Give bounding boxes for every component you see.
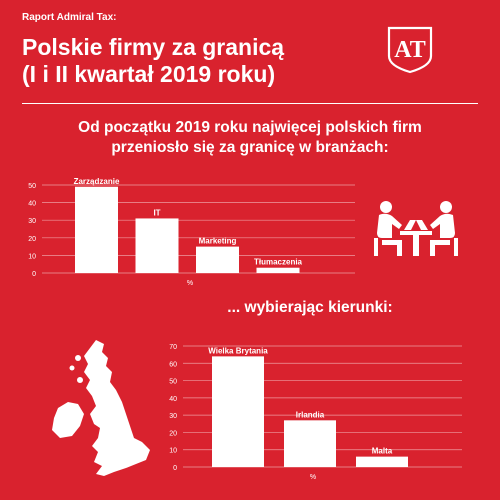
y-tick-label: 30 (169, 413, 177, 421)
bar-category-label: Malta (371, 446, 393, 456)
x-axis-label: % (309, 474, 317, 481)
bar (212, 356, 264, 467)
y-tick-label: 50 (28, 183, 36, 190)
y-tick-label: 30 (28, 218, 36, 226)
bar-category-label: Tłumaczenia (253, 257, 303, 267)
x-axis-label: % (186, 280, 194, 287)
y-tick-label: 20 (28, 235, 36, 243)
bar (356, 457, 408, 467)
y-tick-label: 0 (173, 465, 177, 472)
title-line-1: Polskie firmy za granicą (22, 34, 285, 60)
bar (284, 420, 336, 467)
y-tick-label: 0 (32, 271, 36, 278)
y-tick-label: 50 (169, 378, 177, 386)
y-tick-label: 20 (169, 430, 177, 438)
bar-category-label: IT (153, 208, 161, 218)
bar-category-label: Irlandia (295, 410, 325, 420)
logo-text: AT (394, 37, 426, 63)
y-tick-label: 70 (169, 344, 177, 351)
y-tick-label: 60 (169, 361, 177, 369)
industries-heading-line-2: przeniosło się za granicę w branżach: (111, 139, 389, 156)
bar-category-label: Wielka Brytania (208, 346, 268, 356)
report-label: Raport Admiral Tax: (22, 12, 117, 23)
bar-category-label: Marketing (198, 236, 237, 246)
y-tick-label: 40 (169, 395, 177, 403)
y-tick-label: 10 (28, 253, 36, 261)
title-line-2: (I i II kwartał 2019 roku) (22, 61, 276, 87)
destinations-heading: ... wybierając kierunki: (227, 299, 393, 316)
industries-heading-line-1: Od początku 2019 roku najwięcej polskich firm (78, 119, 422, 136)
bar-category-label: Zarządzanie (73, 176, 120, 186)
y-tick-label: 10 (169, 447, 177, 455)
y-tick-label: 40 (28, 200, 36, 208)
